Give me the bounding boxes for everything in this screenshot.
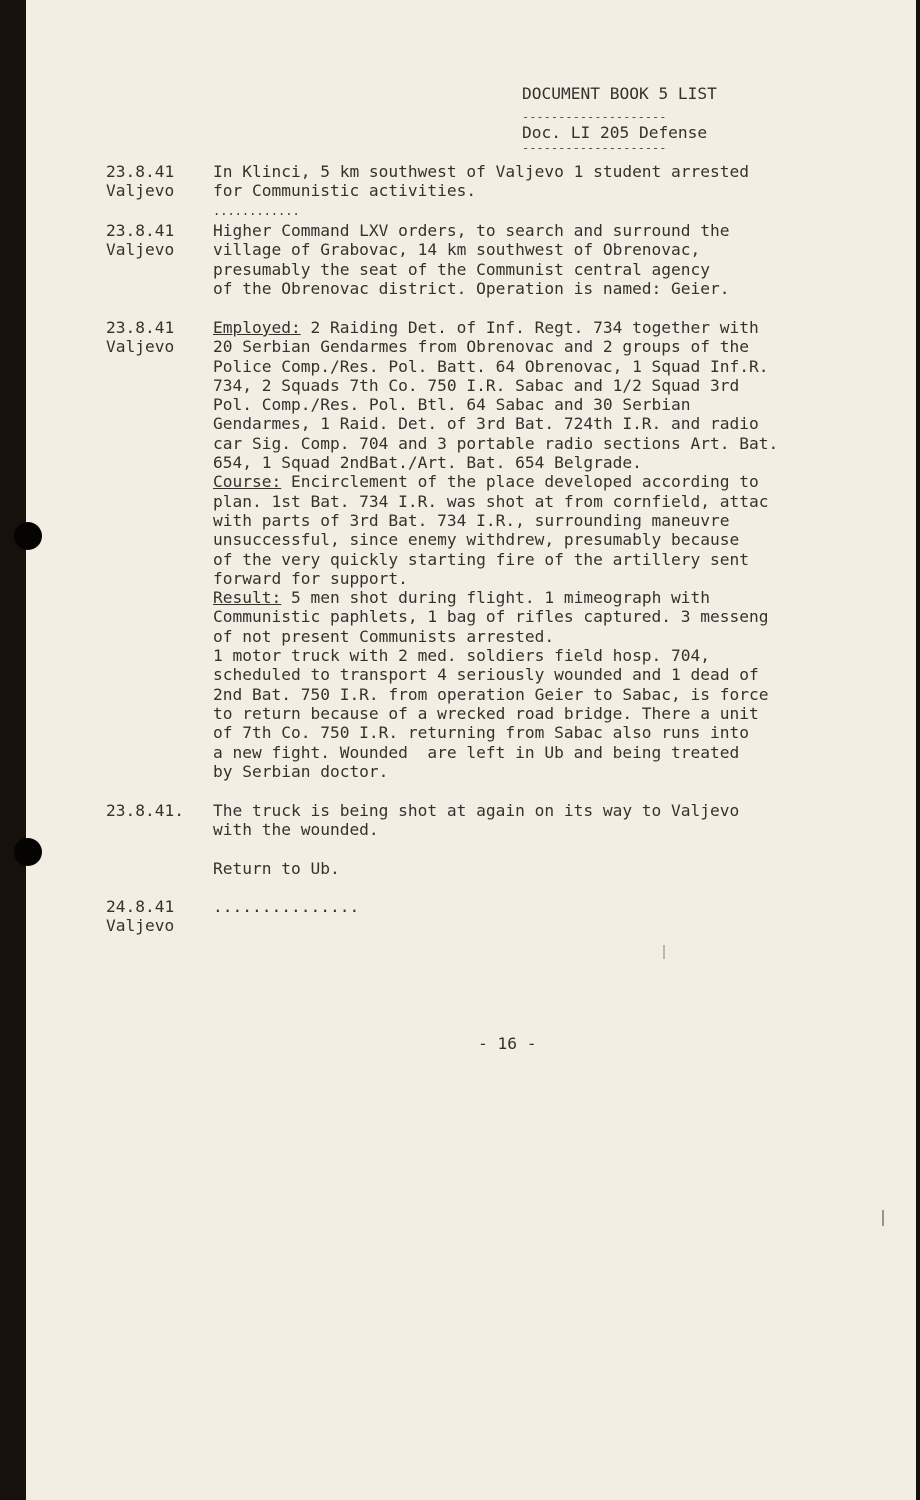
- entry-date: [106, 318, 206, 357]
- entry-line: car Sig. Comp. 704 and 3 portable radio sections Art. Bat.: [213, 433, 779, 453]
- entry-line: Pol. Comp./Res. Pol. Btl. 64 Sabac and 30 Serbian: [213, 395, 691, 415]
- entry-line: In Klinci, 5 km southwest of Valjevo 1 student arrested: [213, 162, 750, 181]
- entry-date-text: 23.8.41: [106, 221, 175, 240]
- ellipsis-dots: ............: [213, 204, 300, 218]
- course-label: Course:: [213, 472, 282, 492]
- subtitle-rule: --------------------: [522, 140, 667, 155]
- employed-label: Employed:: [213, 318, 301, 337]
- entry-line: with parts of 3rd Bat. 734 I.R., surrounding maneuvre: [213, 510, 730, 530]
- entry-line: 734, 2 Squads 7th Co. 750 I.R. Sabac and 1/2 Squad 3rd: [213, 375, 740, 395]
- entry-date-text: 23.8.41.: [106, 801, 184, 820]
- entry-text: [213, 202, 903, 298]
- entry-text: [213, 318, 903, 781]
- entry-line: of the very quickly starting fire of the artillery sent: [213, 549, 750, 569]
- entry-line: unsuccessful, since enemy withdrew, presumably because: [213, 530, 740, 550]
- entry-line: plan. 1st Bat. 734 I.R. was shot at from cornfield, attac: [213, 491, 769, 511]
- entry-date: [106, 162, 206, 201]
- entry-line: 20 Serbian Gendarmes from Obrenovac and 2 groups of the: [213, 337, 750, 357]
- entry-date: [106, 897, 206, 936]
- entry-line: for Communistic activities.: [213, 181, 477, 201]
- entry-line: with the wounded.: [213, 820, 379, 840]
- result-label: Result:: [213, 588, 282, 608]
- entry-line: of 7th Co. 750 I.R. returning from Sabac also runs into: [213, 723, 750, 743]
- course-paragraph: [213, 472, 903, 491]
- entry-line: 1 motor truck with 2 med. soldiers field hosp. 704,: [213, 646, 711, 666]
- entry-line: Gendarmes, 1 Raid. Det. of 3rd Bat. 724th I.R. and radio: [213, 414, 759, 434]
- entry-line: to return because of a wrecked road bridge. There a unit: [213, 703, 759, 723]
- document-subtitle: Doc. LI 205 Defense: [522, 123, 708, 143]
- entry-line: Higher Command LXV orders, to search and surround the: [213, 221, 730, 240]
- entry-date: [106, 801, 206, 820]
- entry-place: Valjevo: [106, 240, 175, 260]
- entry-text: [213, 801, 903, 878]
- entry-text: [213, 162, 903, 201]
- entry-date-text: 23.8.41: [106, 162, 175, 181]
- entry-line: presumably the seat of the Communist central agency: [213, 259, 711, 279]
- entry-place: Valjevo: [106, 337, 175, 357]
- punch-hole: [14, 838, 42, 866]
- entry-date-text: 23.8.41: [106, 318, 175, 337]
- entry-line: 2 Raiding Det. of Inf. Regt. 734 together with: [300, 318, 759, 337]
- entry-line: of not present Communists arrested.: [213, 626, 555, 646]
- paper-mark: [663, 945, 665, 959]
- entry-note: Return to Ub.: [213, 858, 340, 878]
- entry-line: by Serbian doctor.: [213, 761, 389, 781]
- ellipsis-dots: ...............: [213, 897, 360, 916]
- entry-line: scheduled to transport 4 seriously wounded and 1 dead of: [213, 665, 759, 685]
- entry-line: a new fight. Wounded are left in Ub and being treated: [213, 742, 740, 762]
- result-paragraph: [213, 588, 903, 607]
- document-title: DOCUMENT BOOK 5 LIST: [522, 84, 717, 103]
- entry-line: The truck is being shot at again on its way to Valjevo: [213, 801, 740, 820]
- entry-date: [106, 221, 206, 260]
- page-number: - 16 -: [478, 1034, 537, 1053]
- entry-line: Encirclement of the place developed according to: [281, 472, 759, 492]
- header-rule: --------------------: [522, 110, 667, 125]
- entry-line: Communistic paphlets, 1 bag of rifles captured. 3 messeng: [213, 607, 769, 627]
- document-header: [522, 84, 717, 153]
- entry-line: Police Comp./Res. Pol. Batt. 64 Obrenovac, 1 Squad Inf.R.: [213, 356, 769, 376]
- entry-place: Valjevo: [106, 181, 175, 201]
- document-page: [26, 0, 916, 1500]
- entry-place: Valjevo: [106, 916, 175, 936]
- entry-line: village of Grabovac, 14 km southwest of Obrenovac,: [213, 240, 701, 260]
- entry-date-text: 24.8.41: [106, 897, 175, 916]
- employed-paragraph: [213, 318, 903, 337]
- entry-line: forward for support.: [213, 568, 408, 588]
- entry-line: 5 men shot during flight. 1 mimeograph with: [281, 588, 711, 608]
- punch-hole: [14, 522, 42, 550]
- entry-line: of the Obrenovac district. Operation is named: Geier.: [213, 278, 730, 298]
- paper-mark: [882, 1210, 884, 1226]
- entry-line: 654, 1 Squad 2ndBat./Art. Bat. 654 Belgrade.: [213, 453, 642, 473]
- entry-text: [213, 897, 903, 916]
- entry-line: 2nd Bat. 750 I.R. from operation Geier to Sabac, is force: [213, 684, 769, 704]
